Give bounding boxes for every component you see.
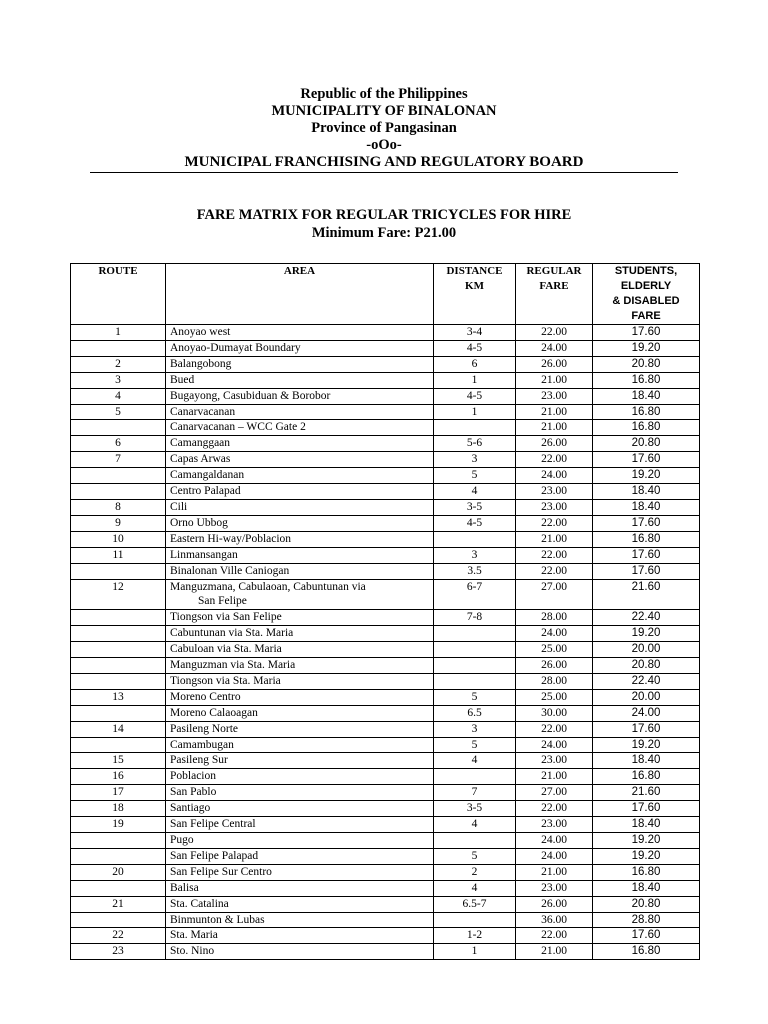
special-fare-cell: 19.20 [593, 468, 700, 484]
table-row [71, 737, 700, 753]
special-fare-cell: 16.80 [593, 531, 700, 547]
route-cell: 1 [71, 325, 166, 341]
route-cell [71, 563, 166, 579]
area-cell: Cabuntunan via Sta. Maria [166, 626, 434, 642]
area-cell: Anoyao west [166, 325, 434, 341]
special-fare-cell: 17.60 [593, 547, 700, 563]
regular-fare-cell: 30.00 [516, 705, 593, 721]
regular-fare-cell: 21.00 [516, 372, 593, 388]
route-cell [71, 420, 166, 436]
route-cell: 19 [71, 817, 166, 833]
route-cell: 13 [71, 689, 166, 705]
distance-cell [434, 673, 516, 689]
regular-fare-cell: 28.00 [516, 610, 593, 626]
area-cell: Camangaldanan [166, 468, 434, 484]
regular-fare-cell: 23.00 [516, 499, 593, 515]
area-cell: Moreno Calaoagan [166, 705, 434, 721]
special-fare-cell: 20.00 [593, 689, 700, 705]
regular-fare-cell: 27.00 [516, 785, 593, 801]
table-row [71, 404, 700, 420]
special-fare-cell: 18.40 [593, 753, 700, 769]
table-row [71, 944, 700, 960]
regular-fare-cell: 26.00 [516, 896, 593, 912]
area-cell: Centro Palapad [166, 484, 434, 500]
regular-fare-cell: 21.00 [516, 944, 593, 960]
special-fare-cell: 16.80 [593, 420, 700, 436]
special-fare-cell: 16.80 [593, 864, 700, 880]
area-cell: Capas Arwas [166, 452, 434, 468]
header-separator: -oOo- [366, 137, 402, 153]
special-fare-cell: 17.60 [593, 801, 700, 817]
distance-cell: 2 [434, 864, 516, 880]
special-fare-cell: 19.20 [593, 833, 700, 849]
area-cell: Canarvacanan [166, 404, 434, 420]
regular-fare-cell: 22.00 [516, 801, 593, 817]
distance-cell: 4-5 [434, 340, 516, 356]
special-fare-cell: 17.60 [593, 928, 700, 944]
route-cell: 15 [71, 753, 166, 769]
distance-cell: 5 [434, 737, 516, 753]
table-row [71, 563, 700, 579]
col-area: AREA [166, 264, 434, 325]
area-cell: Cili [166, 499, 434, 515]
route-cell [71, 833, 166, 849]
table-row [71, 610, 700, 626]
distance-cell: 3.5 [434, 563, 516, 579]
special-fare-cell: 16.80 [593, 944, 700, 960]
table-row [71, 515, 700, 531]
regular-fare-cell: 24.00 [516, 468, 593, 484]
special-fare-cell: 18.40 [593, 388, 700, 404]
regular-fare-cell: 22.00 [516, 563, 593, 579]
table-row [71, 468, 700, 484]
route-cell [71, 848, 166, 864]
route-cell [71, 610, 166, 626]
route-cell [71, 626, 166, 642]
regular-fare-cell: 21.00 [516, 404, 593, 420]
area-cell: Binmunton & Lubas [166, 912, 434, 928]
table-row [71, 452, 700, 468]
regular-fare-cell: 22.00 [516, 721, 593, 737]
area-cell: San Pablo [166, 785, 434, 801]
regular-fare-cell: 22.00 [516, 515, 593, 531]
fare-matrix-title [0, 206, 768, 242]
regular-fare-cell: 22.00 [516, 928, 593, 944]
special-fare-cell: 17.60 [593, 721, 700, 737]
table-row [71, 880, 700, 896]
table-row [71, 864, 700, 880]
route-cell: 23 [71, 944, 166, 960]
distance-cell [434, 626, 516, 642]
regular-fare-cell: 23.00 [516, 753, 593, 769]
area-cell: Linmansangan [166, 547, 434, 563]
area-cell: Tiongson via Sta. Maria [166, 673, 434, 689]
special-fare-cell: 19.20 [593, 626, 700, 642]
title-minimum-fare: Minimum Fare: P21.00 [311, 225, 457, 241]
distance-cell: 1 [434, 404, 516, 420]
special-fare-cell: 24.00 [593, 705, 700, 721]
regular-fare-cell: 21.00 [516, 864, 593, 880]
table-header-row [71, 264, 700, 325]
area-cell: San Felipe Central [166, 817, 434, 833]
table-row [71, 340, 700, 356]
special-fare-cell: 20.80 [593, 896, 700, 912]
special-fare-cell: 19.20 [593, 848, 700, 864]
special-fare-cell: 17.60 [593, 515, 700, 531]
route-cell: 22 [71, 928, 166, 944]
special-fare-cell: 18.40 [593, 499, 700, 515]
regular-fare-cell: 22.00 [516, 547, 593, 563]
distance-cell [434, 912, 516, 928]
table-row [71, 785, 700, 801]
special-fare-cell: 19.20 [593, 737, 700, 753]
regular-fare-cell: 24.00 [516, 737, 593, 753]
area-cell: Binalonan Ville Caniogan [166, 563, 434, 579]
area-cell: Cabuloan via Sta. Maria [166, 642, 434, 658]
distance-cell: 3-5 [434, 499, 516, 515]
distance-cell: 3 [434, 721, 516, 737]
distance-cell: 3-5 [434, 801, 516, 817]
route-cell: 18 [71, 801, 166, 817]
route-cell: 21 [71, 896, 166, 912]
area-cell: Sto. Nino [166, 944, 434, 960]
col-distance: DISTANCE KM [434, 264, 516, 325]
table-row [71, 420, 700, 436]
table-row [71, 372, 700, 388]
area-cell: Canarvacanan – WCC Gate 2 [166, 420, 434, 436]
area-cell: Pasileng Sur [166, 753, 434, 769]
special-fare-cell: 21.60 [593, 785, 700, 801]
route-cell: 14 [71, 721, 166, 737]
distance-cell: 5-6 [434, 436, 516, 452]
area-cell: Camambugan [166, 737, 434, 753]
special-fare-cell: 19.20 [593, 340, 700, 356]
distance-cell: 3 [434, 547, 516, 563]
area-cell: Manguzmana, Cabulaoan, Cabuntunan via San Felipe [166, 579, 434, 610]
regular-fare-cell: 24.00 [516, 833, 593, 849]
route-cell: 6 [71, 436, 166, 452]
regular-fare-cell: 22.00 [516, 452, 593, 468]
regular-fare-cell: 24.00 [516, 848, 593, 864]
regular-fare-cell: 21.00 [516, 531, 593, 547]
table-row [71, 626, 700, 642]
area-cell: Poblacion [166, 769, 434, 785]
regular-fare-cell: 24.00 [516, 626, 593, 642]
distance-cell: 5 [434, 468, 516, 484]
fare-table [70, 263, 700, 960]
header-republic: Republic of the Philippines [300, 86, 468, 102]
regular-fare-cell: 23.00 [516, 484, 593, 500]
area-cell: Balangobong [166, 356, 434, 372]
regular-fare-cell: 24.00 [516, 340, 593, 356]
route-cell [71, 658, 166, 674]
regular-fare-cell: 26.00 [516, 356, 593, 372]
title-main: FARE MATRIX FOR REGULAR TRICYCLES FOR HIRE [196, 207, 572, 223]
table-row [71, 658, 700, 674]
area-cell: Bugayong, Casubiduan & Borobor [166, 388, 434, 404]
route-cell: 8 [71, 499, 166, 515]
area-cell: Eastern Hi-way/Poblacion [166, 531, 434, 547]
table-row [71, 642, 700, 658]
table-row [71, 436, 700, 452]
area-cell: Bued [166, 372, 434, 388]
area-cell: Tiongson via San Felipe [166, 610, 434, 626]
route-cell: 20 [71, 864, 166, 880]
special-fare-cell: 20.80 [593, 658, 700, 674]
area-cell: San Felipe Sur Centro [166, 864, 434, 880]
route-cell [71, 484, 166, 500]
route-cell: 17 [71, 785, 166, 801]
distance-cell: 6.5 [434, 705, 516, 721]
distance-cell: 1-2 [434, 928, 516, 944]
distance-cell [434, 833, 516, 849]
table-row [71, 531, 700, 547]
distance-cell [434, 531, 516, 547]
route-cell: 5 [71, 404, 166, 420]
table-row [71, 912, 700, 928]
table-row [71, 753, 700, 769]
special-fare-cell: 20.80 [593, 436, 700, 452]
document-header [0, 86, 768, 171]
regular-fare-cell: 25.00 [516, 642, 593, 658]
table-row [71, 547, 700, 563]
special-fare-cell: 16.80 [593, 769, 700, 785]
special-fare-cell: 16.80 [593, 372, 700, 388]
special-fare-cell: 18.40 [593, 880, 700, 896]
table-row [71, 689, 700, 705]
area-cell: Orno Ubbog [166, 515, 434, 531]
regular-fare-cell: 25.00 [516, 689, 593, 705]
regular-fare-cell: 23.00 [516, 388, 593, 404]
distance-cell: 6-7 [434, 579, 516, 610]
route-cell: 9 [71, 515, 166, 531]
distance-cell: 4 [434, 753, 516, 769]
special-fare-cell: 18.40 [593, 817, 700, 833]
col-route: ROUTE [71, 264, 166, 325]
distance-cell: 5 [434, 689, 516, 705]
regular-fare-cell: 22.00 [516, 325, 593, 341]
distance-cell: 3-4 [434, 325, 516, 341]
distance-cell: 6 [434, 356, 516, 372]
distance-cell: 7-8 [434, 610, 516, 626]
fare-table-body [71, 325, 700, 960]
special-fare-cell: 22.40 [593, 673, 700, 689]
distance-cell: 4 [434, 880, 516, 896]
distance-cell [434, 642, 516, 658]
header-rule [90, 172, 678, 173]
table-row [71, 673, 700, 689]
special-fare-cell: 22.40 [593, 610, 700, 626]
table-row [71, 801, 700, 817]
area-cell: Santiago [166, 801, 434, 817]
table-row [71, 848, 700, 864]
area-cell: Pugo [166, 833, 434, 849]
regular-fare-cell: 26.00 [516, 658, 593, 674]
distance-cell: 1 [434, 944, 516, 960]
area-cell: Sta. Maria [166, 928, 434, 944]
area-cell: Pasileng Norte [166, 721, 434, 737]
table-row [71, 705, 700, 721]
special-fare-cell: 16.80 [593, 404, 700, 420]
table-row [71, 833, 700, 849]
route-cell: 3 [71, 372, 166, 388]
special-fare-cell: 18.40 [593, 484, 700, 500]
route-cell: 2 [71, 356, 166, 372]
special-fare-cell: 17.60 [593, 563, 700, 579]
route-cell: 11 [71, 547, 166, 563]
distance-cell [434, 658, 516, 674]
regular-fare-cell: 27.00 [516, 579, 593, 610]
regular-fare-cell: 23.00 [516, 817, 593, 833]
regular-fare-cell: 21.00 [516, 420, 593, 436]
route-cell [71, 673, 166, 689]
col-special-fare: STUDENTS, ELDERLY & DISABLED FARE [593, 264, 700, 325]
distance-cell [434, 769, 516, 785]
route-cell: 12 [71, 579, 166, 610]
special-fare-cell: 17.60 [593, 325, 700, 341]
route-cell [71, 340, 166, 356]
table-row [71, 928, 700, 944]
distance-cell: 4-5 [434, 388, 516, 404]
route-cell [71, 912, 166, 928]
regular-fare-cell: 21.00 [516, 769, 593, 785]
route-cell: 10 [71, 531, 166, 547]
route-cell [71, 468, 166, 484]
area-cell: Anoyao-Dumayat Boundary [166, 340, 434, 356]
route-cell [71, 705, 166, 721]
distance-cell: 6.5-7 [434, 896, 516, 912]
header-board: MUNICIPAL FRANCHISING AND REGULATORY BOARD [184, 154, 584, 170]
regular-fare-cell: 28.00 [516, 673, 593, 689]
table-row [71, 325, 700, 341]
area-cell: Balisa [166, 880, 434, 896]
area-cell: Camanggaan [166, 436, 434, 452]
table-row [71, 484, 700, 500]
distance-cell: 1 [434, 372, 516, 388]
table-row [71, 769, 700, 785]
area-cell: Sta. Catalina [166, 896, 434, 912]
header-municipality: MUNICIPALITY OF BINALONAN [271, 103, 497, 119]
route-cell: 16 [71, 769, 166, 785]
table-row [71, 579, 700, 610]
table-row [71, 388, 700, 404]
special-fare-cell: 20.00 [593, 642, 700, 658]
special-fare-cell: 17.60 [593, 452, 700, 468]
distance-cell: 7 [434, 785, 516, 801]
area-cell: Moreno Centro [166, 689, 434, 705]
special-fare-cell: 28.80 [593, 912, 700, 928]
special-fare-cell: 21.60 [593, 579, 700, 610]
route-cell: 7 [71, 452, 166, 468]
distance-cell [434, 420, 516, 436]
regular-fare-cell: 26.00 [516, 436, 593, 452]
table-row [71, 721, 700, 737]
header-province: Province of Pangasinan [311, 120, 457, 136]
area-cell: San Felipe Palapad [166, 848, 434, 864]
distance-cell: 5 [434, 848, 516, 864]
col-regular-fare: REGULAR FARE [516, 264, 593, 325]
distance-cell: 4-5 [434, 515, 516, 531]
route-cell: 4 [71, 388, 166, 404]
route-cell [71, 880, 166, 896]
table-row [71, 499, 700, 515]
regular-fare-cell: 23.00 [516, 880, 593, 896]
distance-cell: 4 [434, 484, 516, 500]
route-cell [71, 737, 166, 753]
area-cell: Manguzman via Sta. Maria [166, 658, 434, 674]
regular-fare-cell: 36.00 [516, 912, 593, 928]
table-row [71, 817, 700, 833]
table-row [71, 896, 700, 912]
distance-cell: 4 [434, 817, 516, 833]
distance-cell: 3 [434, 452, 516, 468]
special-fare-cell: 20.80 [593, 356, 700, 372]
table-row [71, 356, 700, 372]
route-cell [71, 642, 166, 658]
